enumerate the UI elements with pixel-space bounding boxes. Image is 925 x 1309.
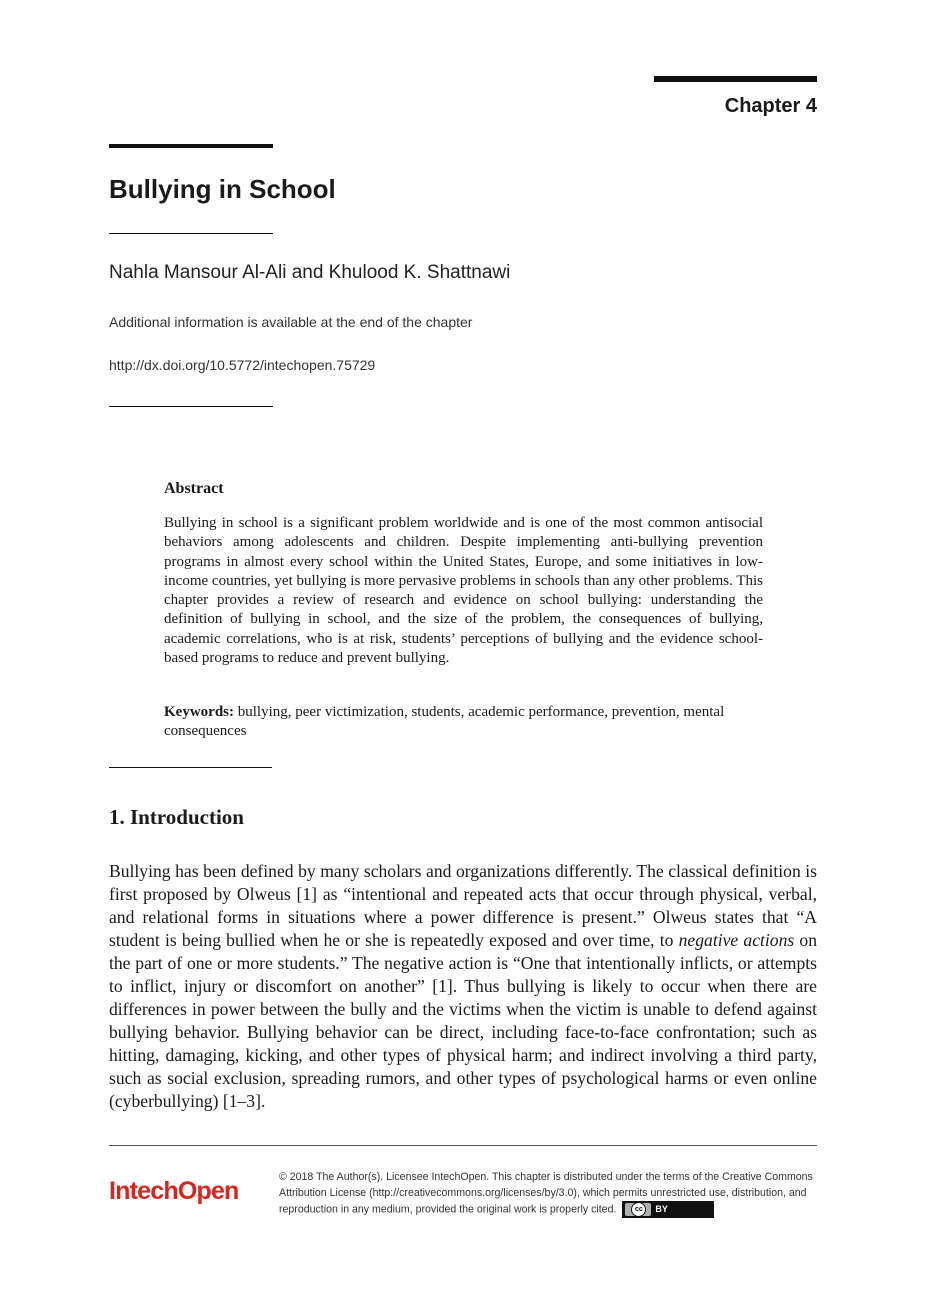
abstract-heading: Abstract (164, 480, 224, 497)
chapter-label: Chapter 4 (724, 95, 817, 117)
intro-text-1: Bullying has been defined by many scholars and organizations differently. The classical definition is first proposed by Olweus [1] as “intentional and repeated acts that occur through physical, verbal, and relational forms in situations where a power difference is present.” Olweus states that “A student is being bullied when he or she is repeatedly exposed and over time, to (109, 861, 817, 950)
section-heading-introduction: 1. Introduction (109, 805, 244, 829)
introduction-paragraph (109, 860, 817, 1113)
license-statement: © 2018 The Author(s). Licensee IntechOpen. This chapter is distributed under the terms of the Creative Commons Attribution License (http://creativecommons.org/licenses/by/3.0), which permits unrestricted use, distribution, and reproduction in any medium, provided the original work is properly cited. (279, 1171, 813, 1216)
title-top-rule (109, 144, 273, 148)
cc-icon: cc (625, 1203, 651, 1216)
top-right-rule (654, 76, 817, 82)
doi-link[interactable]: http://dx.doi.org/10.5772/intechopen.75729 (109, 357, 376, 373)
footer-rule (109, 1145, 817, 1146)
intro-text-2: on the part of one or more students.” The negative action is “One that intentionally inflicts, or attempts to inflict, injury or discomfort on another” [1]. Thus bullying is likely to occur when there are differences in power between the bully and the victims when the victim is unable to defend against bullying behavior. Bullying behavior can be direct, including face-to-face confrontation; such as hitting, damaging, kicking, and other types of physical harm; and indirect involving a third party, such as social exclusion, spreading rumors, and other types of psychological harms or even online (cyberbullying) [1–3]. (109, 930, 817, 1111)
chapter-title: Bullying in School (109, 174, 336, 204)
header-end-rule (109, 406, 273, 407)
abstract-body: Bullying in school is a significant problem worldwide and is one of the most common antisocial behaviors among adolescents and children. Despite implementing anti-bullying prevention programs in almost every school within the United States, Europe, and some initiatives in low-income countries, yet bullying is more pervasive problems in schools than any other problems. This chapter provides a review of research and evidence on school bullying: understanding the definition of bullying in school, and the size of the problem, the consequences of bullying, academic correlations, who is at risk, students’ perceptions of bullying and the evidence school-based programs to reduce and prevent bullying. (164, 515, 763, 667)
by-label: BY (655, 1204, 668, 1214)
license-text (279, 1169, 824, 1218)
additional-info: Additional information is available at the end of the chapter (109, 314, 473, 330)
keywords-list: bullying, peer victimization, students, academic performance, prevention, mental consequences (164, 704, 725, 740)
cc-by-badge-icon[interactable] (622, 1201, 714, 1218)
keywords (164, 703, 763, 742)
intechopen-logo: IntechOpen (109, 1177, 239, 1205)
abstract-end-rule (109, 767, 272, 768)
authors: Nahla Mansour Al-Ali and Khulood K. Shattnawi (109, 262, 511, 283)
keywords-label: Keywords: (164, 704, 234, 720)
intro-italic-term: negative actions (678, 930, 795, 950)
title-bottom-rule (109, 233, 273, 234)
